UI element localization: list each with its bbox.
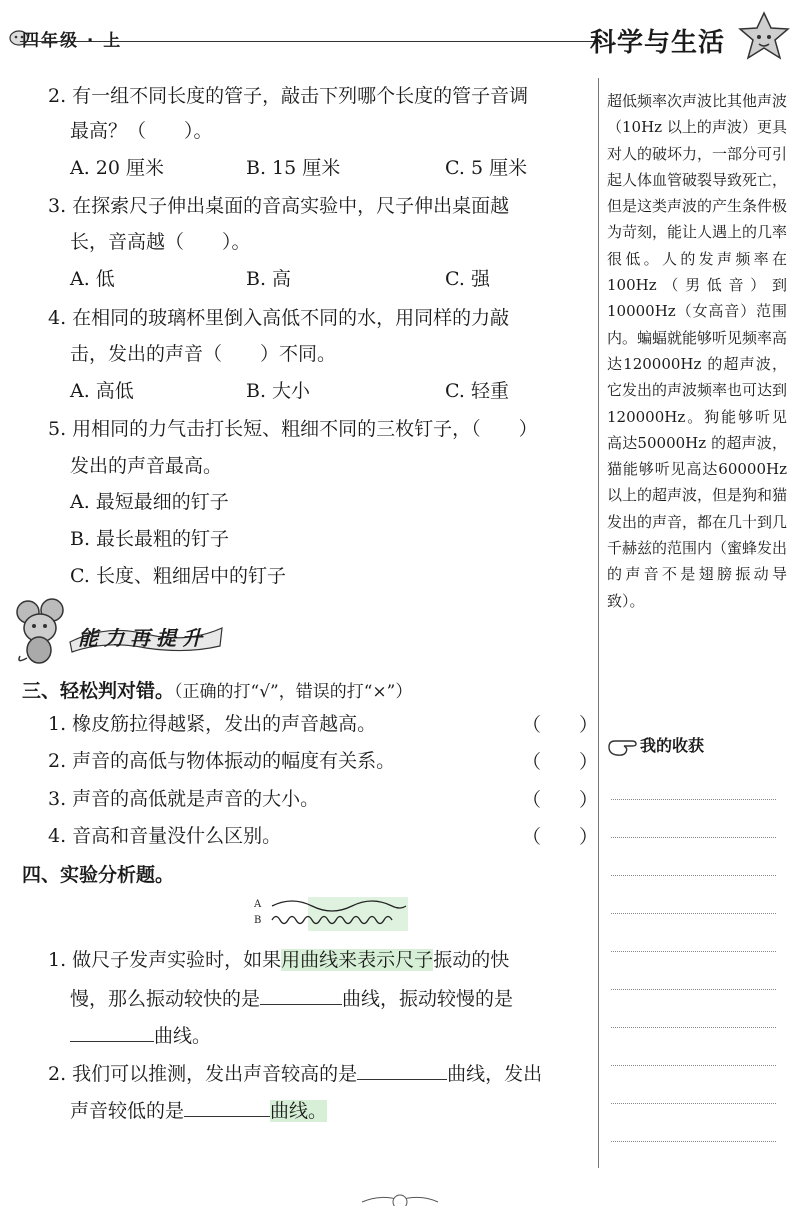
option-a[interactable]: A. 最短最细的钉子: [70, 491, 229, 513]
question-4-line1: 4. 在相同的玻璃杯里倒入高低不同的水，用同样的力敲: [48, 307, 510, 329]
q1-text-d: 曲线，振动较慢的是: [342, 988, 514, 1010]
question-2-line1: 2. 有一组不同长度的管子，敲击下列哪个长度的管子音调: [48, 85, 529, 107]
low-sound-blank[interactable]: [184, 1096, 270, 1117]
q2-text-a: 2. 我们可以推测，发出声音较高的是: [48, 1063, 358, 1085]
question-5-line2: 发出的声音最高。: [70, 455, 223, 477]
option-c[interactable]: C. 强: [445, 268, 490, 290]
notes-line: [611, 951, 776, 952]
high-sound-blank[interactable]: [357, 1059, 447, 1080]
section-3-heading: [22, 676, 412, 703]
notes-line: [611, 799, 776, 800]
answer-paren[interactable]: （ ）: [522, 751, 599, 773]
fast-curve-blank[interactable]: [260, 984, 342, 1005]
q1-text-a: 1. 做尺子发声实验时，如果: [48, 949, 282, 971]
grade-label: 四年级 · 上: [22, 31, 123, 51]
q2-text-b: 曲线，发出: [447, 1063, 543, 1085]
question-3-line2: 长，音高越（ ）。: [70, 231, 251, 253]
notes-line: [611, 1103, 776, 1104]
judge-item-3: 3. 声音的高低就是声音的大小。: [48, 788, 320, 810]
notes-line: [611, 1027, 776, 1028]
slow-curve-blank[interactable]: [70, 1021, 154, 1042]
section-4-title: 四、实验分析题。: [22, 864, 175, 886]
option-c[interactable]: C. 长度、粗细居中的钉子: [70, 565, 286, 587]
wave-figure: [250, 893, 410, 933]
q1-text-e: 曲线。: [154, 1025, 212, 1047]
q2-text-d: 曲线。: [270, 1100, 328, 1122]
q1-text-c: 慢，那么振动较快的是: [70, 988, 261, 1010]
option-a[interactable]: A. 高低: [70, 380, 134, 402]
analysis-q2-line2: [70, 1096, 327, 1125]
judge-item-2: 2. 声音的高低与物体振动的幅度有关系。: [48, 750, 396, 772]
option-a[interactable]: A. 20 厘米: [70, 157, 165, 179]
banner-title: 能力再提升: [78, 626, 208, 650]
notes-line: [611, 1141, 776, 1142]
book-title: 科学与生活: [590, 28, 726, 58]
answer-paren[interactable]: （ ）: [522, 826, 599, 848]
notes-line: [611, 989, 776, 990]
analysis-q1-line1: [48, 946, 509, 974]
analysis-q2-line1: [48, 1059, 542, 1088]
sidebar-divider: [598, 78, 599, 1168]
judge-item-1: 1. 橡皮筋拉得越紧，发出的声音越高。: [48, 713, 377, 735]
star-mascot-icon: [735, 10, 793, 62]
wave-label-a: A: [254, 899, 262, 910]
option-b[interactable]: B. 15 厘米: [246, 157, 341, 179]
notes-line: [611, 837, 776, 838]
question-2-line2: 最高？（ ）。: [70, 120, 213, 142]
notes-line: [611, 913, 776, 914]
harvest-title: 我的收获: [640, 736, 705, 755]
q2-text-c: 声音较低的是: [70, 1100, 185, 1122]
option-c[interactable]: C. 轻重: [445, 380, 509, 402]
q1-text-b: 振动的快: [433, 949, 510, 971]
option-c[interactable]: C. 5 厘米: [445, 157, 528, 179]
judge-item-4: 4. 音高和音量没什么区别。: [48, 825, 282, 847]
analysis-q1-line3: [70, 1021, 211, 1050]
question-4-line2: 击，发出的声音（ ）不同。: [70, 343, 337, 365]
option-a[interactable]: A. 低: [70, 268, 115, 290]
section-3-note: （正确的打“√”，错误的打“×”）: [174, 682, 413, 702]
option-b[interactable]: B. 大小: [246, 380, 311, 402]
notes-line: [611, 875, 776, 876]
option-b[interactable]: B. 最长最粗的钉子: [70, 528, 230, 550]
wave-label-b: B: [254, 915, 262, 926]
section-3-title: 三、轻松判对错。: [22, 680, 175, 702]
mouse-mascot-icon: [12, 598, 72, 668]
header-rule: [20, 41, 595, 42]
notes-line: [611, 1065, 776, 1066]
answer-paren[interactable]: （ ）: [522, 714, 599, 736]
highlight-bg: [308, 897, 408, 931]
pointing-hand-icon: [606, 733, 640, 759]
sidebar-fact-text: 超低频率次声波比其他声波（10Hz 以上的声波）更具对人的破坏力，一部分可引起人体血管破裂导致死亡，但是这类声波的产生条件极为苛刻，能让人遇上的几率很低。人的发声频率在100Hz（男低音）到10000Hz（女高音）范围内。蝙蝠就能够听见频率高达120000Hz 的超声波，它发出的声波频率也可达到 120000Hz。狗能够听见高达50000Hz 的超声波，猫能够听见高达60000Hz 以上的超声波，但是狗和猫发出的声音，都在几十到几千赫兹的范围内（蜜蜂发出的声音不是翅膀振动导致）。: [607, 92, 788, 610]
q1-highlight: 用曲线来表示尺子: [281, 949, 434, 971]
answer-paren[interactable]: （ ）: [522, 789, 599, 811]
question-5-line1: 5. 用相同的力气击打长短、粗细不同的三枚钉子，（ ）: [48, 418, 538, 440]
option-b[interactable]: B. 高: [246, 268, 292, 290]
question-3-line1: 3. 在探索尺子伸出桌面的音高实验中，尺子伸出桌面越: [48, 195, 510, 217]
analysis-q1-line2: [70, 984, 513, 1013]
